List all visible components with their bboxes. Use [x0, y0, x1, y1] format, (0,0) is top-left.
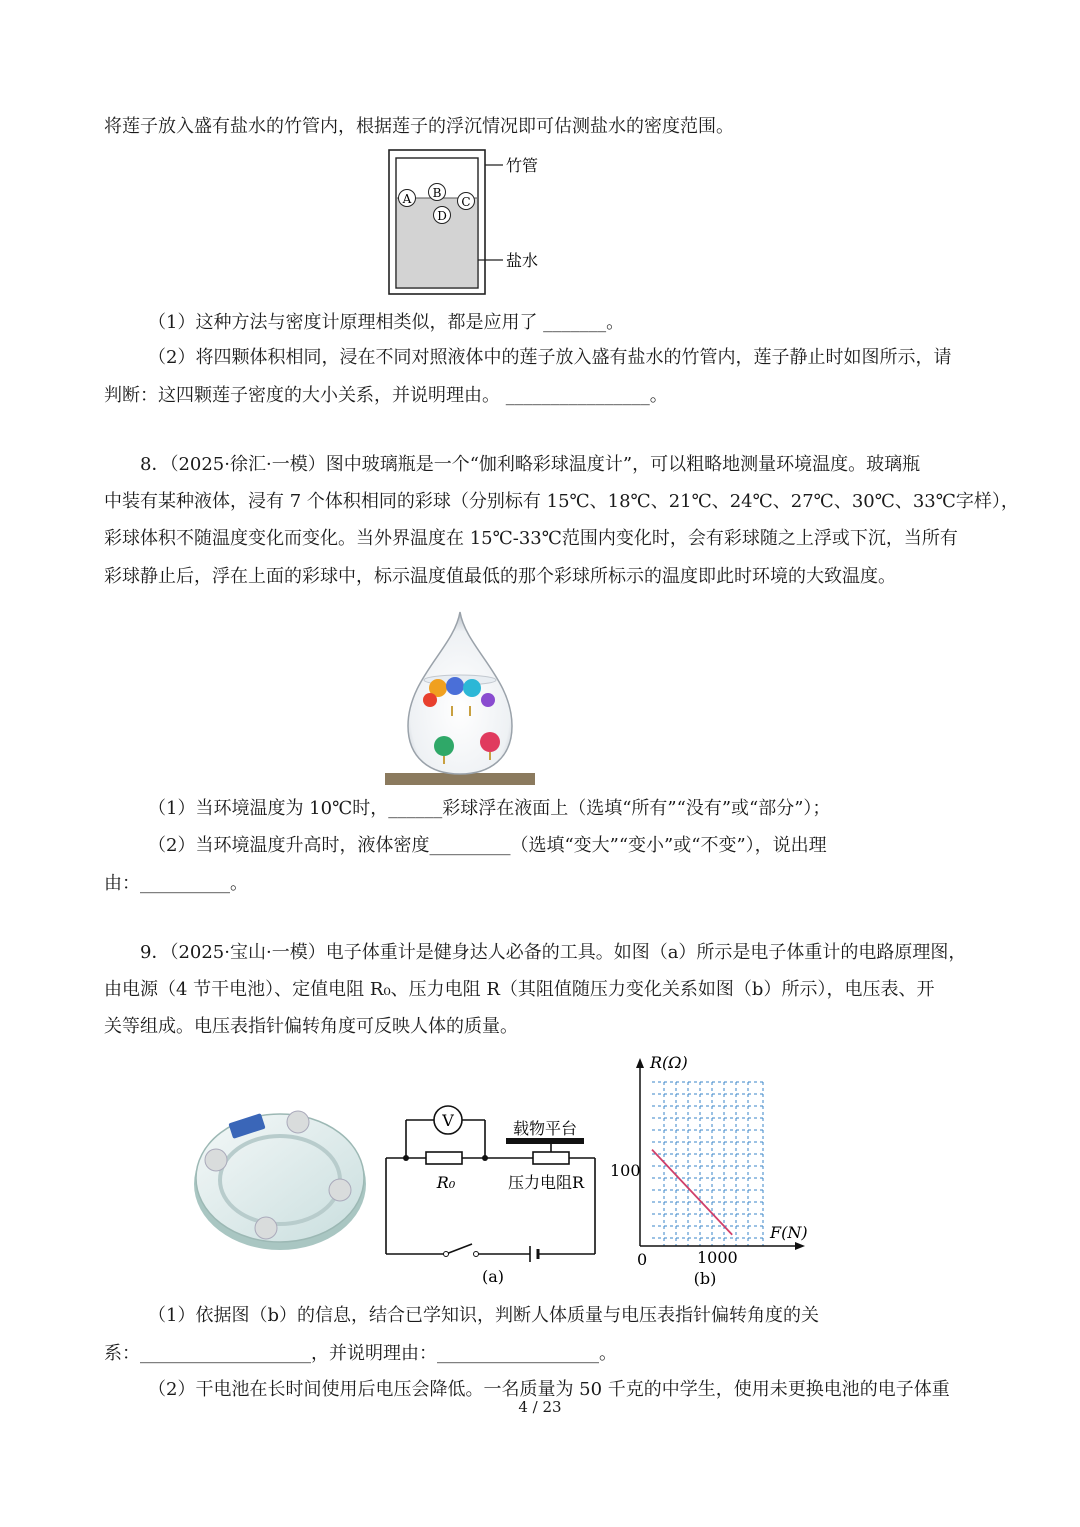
r0-label: R₀ — [436, 1173, 456, 1192]
text-line: 判断：这四颗莲子密度的大小关系，并说明理由。 ________________。 — [104, 385, 668, 406]
text-line: 由电源（4 节干电池）、定值电阻 R₀、压力电阻 R（其阻值随压力变化关系如图（b）所示），电压表、开 — [104, 979, 935, 1000]
text-line: （1）依据图（b）的信息，结合已学知识，判断人体质量与电压表指针偏转角度的关 — [148, 1305, 819, 1326]
svg-text:A: A — [402, 192, 412, 206]
svg-text:B: B — [432, 186, 442, 200]
label-bamboo-tube: 竹管 — [506, 156, 539, 175]
text-line: （1）这种方法与密度计原理相类似，都是应用了 _______。 — [148, 312, 625, 333]
svg-text:V: V — [442, 1111, 454, 1130]
text-line: 9．（2025·宝山·一模）电子体重计是健身达人必备的工具。如图（a）所示是电子体重计的电路原理图， — [140, 942, 967, 963]
x-tick-label: 1000 — [697, 1248, 738, 1267]
grid — [652, 1082, 763, 1246]
text-line: 中装有某种液体，浸有 7 个体积相同的彩球（分别标有 15℃、18℃、21℃、24℃、27℃、30℃、33℃字样）， — [104, 491, 1019, 512]
text-line: （2）当环境温度升高时，液体密度_________（选填“变大”“变小”或“不变”），说出理 — [148, 835, 827, 856]
caption-a: (a) — [481, 1267, 505, 1286]
text-line: （2）将四颗体积相同，浸在不同对照液体中的莲子放入盛有盐水的竹管内，莲子静止时如图所示，请 — [148, 347, 952, 368]
text-line: 由：__________。 — [104, 873, 248, 894]
text-line: 关等组成。电压表指针偏转角度可反映人体的质量。 — [104, 1016, 518, 1037]
text-line: 8．（2025·徐汇·一模）图中玻璃瓶是一个“伽利略彩球温度计”，可以粗略地测量环境温度。玻璃瓶 — [140, 454, 921, 475]
wooden-base — [385, 773, 535, 785]
text-line: （1）当环境温度为 10℃时，______彩球浮在液面上（选填“所有”“没有”或“部分”）； — [148, 798, 831, 819]
galileo-thermometer-figure — [380, 608, 540, 788]
resistance-force-graph-b — [605, 1052, 815, 1292]
platform-label: 载物平台 — [512, 1119, 578, 1138]
text-line: 彩球静止后，浮在上面的彩球中，标示温度值最低的那个彩球所标示的温度即此时环境的大致温度。 — [104, 566, 896, 587]
origin-label: 0 — [637, 1250, 648, 1269]
lotus-seed-d — [434, 207, 451, 224]
lotus-seed-c — [458, 193, 475, 210]
label-salt-water: 盐水 — [506, 251, 539, 270]
caption-b: (b) — [693, 1269, 717, 1288]
svg-text:C: C — [461, 195, 471, 209]
lotus-seed-b — [429, 184, 446, 201]
bamboo-tube-figure — [385, 148, 565, 298]
text-line: （2）干电池在长时间使用后电压会降低。一名质量为 50 千克的中学生，使用未更换电池的电子体重 — [148, 1379, 950, 1400]
text-line: 彩球体积不随温度变化而变化。当外界温度在 15℃-33℃范围内变化时，会有彩球随之上浮或下沉，当所有 — [104, 528, 958, 549]
circuit-diagram-a — [378, 1104, 603, 1286]
text-line: 系：___________________，并说明理由：__________________。 — [104, 1343, 617, 1364]
lotus-seed-a — [399, 190, 416, 207]
y-tick-label: 100 — [610, 1161, 641, 1180]
pressure-resistor-label: 压力电阻R — [507, 1173, 585, 1192]
svg-text:D: D — [437, 209, 447, 223]
electronic-scale-photo — [190, 1098, 370, 1258]
load-platform — [506, 1138, 584, 1144]
y-axis-label: R(Ω) — [650, 1053, 688, 1072]
x-axis-label: F(N) — [770, 1223, 808, 1242]
text-line: 将莲子放入盛有盐水的竹管内，根据莲子的浮沉情况即可估测盐水的密度范围。 — [104, 116, 734, 137]
page-number: 4 / 23 — [518, 1398, 562, 1416]
